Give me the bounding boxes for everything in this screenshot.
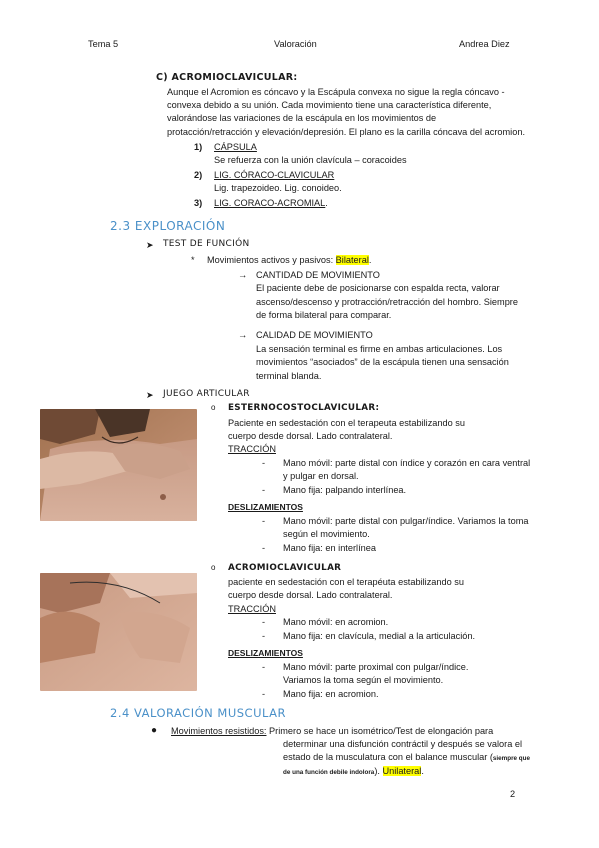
ester-d2: Mano fija: en interlínea bbox=[283, 543, 376, 553]
item-1-num: 1) bbox=[194, 142, 203, 152]
acromio-line-2: convexa debido a su unión. Cada movimiento tiene una característica diferente, bbox=[167, 100, 492, 110]
page-number: 2 bbox=[510, 789, 516, 799]
item-1-title: CÁPSULA bbox=[214, 142, 257, 152]
acr2-d2: Mano fija: en acromion. bbox=[283, 689, 379, 699]
ester-traccion: TRACCIÓN bbox=[228, 444, 276, 454]
asterisk-icon: * bbox=[191, 255, 195, 265]
movimientos-line bbox=[207, 254, 371, 266]
ester-t1a: Mano móvil: parte distal con índice y corazón en cara ventral bbox=[283, 458, 531, 468]
section-2-3-heading: 2.3 EXPLORACIÓN bbox=[110, 219, 226, 233]
acr2-line-1: paciente en sedestación con el terapéuta estabilizando su bbox=[228, 577, 464, 587]
item-3-num: 3) bbox=[194, 198, 203, 208]
header-right: Andrea Diez bbox=[459, 39, 510, 49]
calidad-line-2: movimientos “asociados” de la escápula tienen una sensación bbox=[256, 357, 509, 367]
cantidad-line-1: El paciente debe de posicionarse con espalda recta, valorar bbox=[256, 283, 500, 293]
ester-desl: DESLIZAMIENTOS bbox=[228, 502, 303, 512]
acr2-t2: Mano fija: en clavícula, medial a la articulación. bbox=[283, 631, 476, 641]
ester-t2: Mano fija: palpando interlínea. bbox=[283, 485, 407, 495]
movimientos-dot: . bbox=[368, 255, 372, 265]
dash-icon: - bbox=[262, 516, 266, 526]
s24-dot: . bbox=[421, 766, 424, 776]
acromio-line-4: protacción/retracción y elevación/depresión. El plano es la carilla cóncava del acromion. bbox=[167, 127, 525, 137]
s24-label: Movimientos resistidos: bbox=[171, 726, 267, 736]
acr2-desl: DESLIZAMIENTOS bbox=[228, 648, 303, 658]
item-3-title: LIG. CORACO-ACROMIAL bbox=[214, 198, 326, 208]
calidad-line-3: terminal blanda. bbox=[256, 371, 322, 381]
s24-l4end: ). bbox=[374, 766, 380, 776]
ester-title: ESTERNOCOSTOCLAVICULAR: bbox=[228, 403, 380, 413]
item-3-row bbox=[214, 197, 328, 209]
dash-icon: - bbox=[262, 543, 266, 553]
circle-bullet-icon: o bbox=[211, 403, 216, 412]
acr2-t1: Mano móvil: en acromion. bbox=[283, 617, 389, 627]
ester-line-1: Paciente en sedestación con el terapeuta estabilizando su bbox=[228, 418, 465, 428]
acr2-d1a: Mano móvil: parte proximal con pulgar/índice. bbox=[283, 662, 469, 672]
acr2-line-2: cuerpo desde dorsal. Lado contralateral. bbox=[228, 590, 393, 600]
header-center: Valoración bbox=[274, 39, 317, 49]
calidad-line-1: La sensación terminal es firme en ambas articulaciones. Los bbox=[256, 344, 503, 354]
arrowhead-bullet-icon: ➤ bbox=[146, 240, 154, 250]
header-left: Tema 5 bbox=[88, 39, 119, 49]
right-arrow-icon: → bbox=[238, 270, 248, 280]
cantidad-line-2: ascenso/descenso y protracción/retracción del hombro. Siempre bbox=[256, 297, 518, 307]
acromio-title: C) ACROMIOCLAVICULAR: bbox=[156, 72, 298, 83]
s24-small1: siempre que bbox=[492, 755, 531, 762]
circle-bullet-icon: o bbox=[211, 563, 216, 572]
dash-icon: - bbox=[262, 662, 266, 672]
item-2-num: 2) bbox=[194, 170, 203, 180]
cantidad-line-3: de forma bilateral para comparar. bbox=[256, 310, 392, 320]
movimientos-text: Movimientos activos y pasivos: bbox=[207, 255, 336, 265]
dash-icon: - bbox=[262, 458, 266, 468]
dash-icon: - bbox=[262, 631, 266, 641]
cantidad-title: CANTIDAD DE MOVIMIENTO bbox=[256, 270, 380, 280]
acromio-line-1: Aunque el Acromion es cóncavo y la Escápula convexa no sigue la regla cóncavo - bbox=[167, 87, 505, 97]
ester-d1a: Mano móvil: parte distal con pulgar/índice. Variamos la toma bbox=[283, 516, 529, 526]
s24-line-3 bbox=[283, 751, 530, 763]
dash-icon: - bbox=[262, 689, 266, 699]
acromio-line-3: valorándose las variaciones de la escápula en los movimientos de bbox=[167, 113, 437, 123]
item-2-desc: Lig. trapezoideo. Lig. conoideo. bbox=[214, 183, 342, 193]
s24-l2: determinar una disfunción contráctil y después se valora el bbox=[283, 739, 523, 749]
right-arrow-icon: → bbox=[238, 330, 248, 340]
s24-line-1 bbox=[171, 725, 493, 737]
juego-articular-label: JUEGO ARTICULAR bbox=[163, 389, 250, 399]
calidad-title: CALIDAD DE MOVIMIENTO bbox=[256, 330, 373, 340]
item-1-desc: Se refuerza con la unión clavícula – coracoides bbox=[214, 155, 407, 165]
dash-icon: - bbox=[262, 617, 266, 627]
ester-line-2: cuerpo desde dorsal. Lado contralateral. bbox=[228, 431, 393, 441]
acr2-d1b: Variamos la toma según el movimiento. bbox=[283, 675, 444, 685]
test-funcion-label: TEST DE FUNCIÓN bbox=[163, 239, 250, 249]
s24-small2: de una función debile indolora bbox=[283, 769, 375, 776]
acr2-traccion: TRACCIÓN bbox=[228, 604, 276, 614]
item-2-title: LIG. CÓRACO-CLAVICULAR bbox=[214, 170, 335, 180]
item-3-dot: . bbox=[325, 198, 328, 208]
acr2-title: ACROMIOCLAVICULAR bbox=[228, 563, 342, 573]
acromioclavicular-photo bbox=[40, 573, 197, 691]
dash-icon: - bbox=[262, 485, 266, 495]
arrowhead-bullet-icon: ➤ bbox=[146, 390, 154, 400]
unilateral-highlight: Unilateral bbox=[382, 766, 422, 776]
s24-line-4 bbox=[283, 765, 424, 777]
ester-d1b: según el movimiento. bbox=[283, 529, 370, 539]
esternocostoclavicular-photo bbox=[40, 409, 197, 521]
bilateral-highlight: Bilateral bbox=[335, 255, 369, 265]
s24-l3: estado de la musculatura con el balance muscular ( bbox=[283, 752, 493, 762]
section-2-4-heading: 2.4 VALORACIÓN MUSCULAR bbox=[110, 706, 287, 720]
bullet-dot-icon: ● bbox=[151, 725, 158, 736]
ester-t1b: y pulgar en dorsal. bbox=[283, 471, 359, 481]
s24-l1: Primero se hace un isométrico/Test de elongación para bbox=[266, 726, 494, 736]
